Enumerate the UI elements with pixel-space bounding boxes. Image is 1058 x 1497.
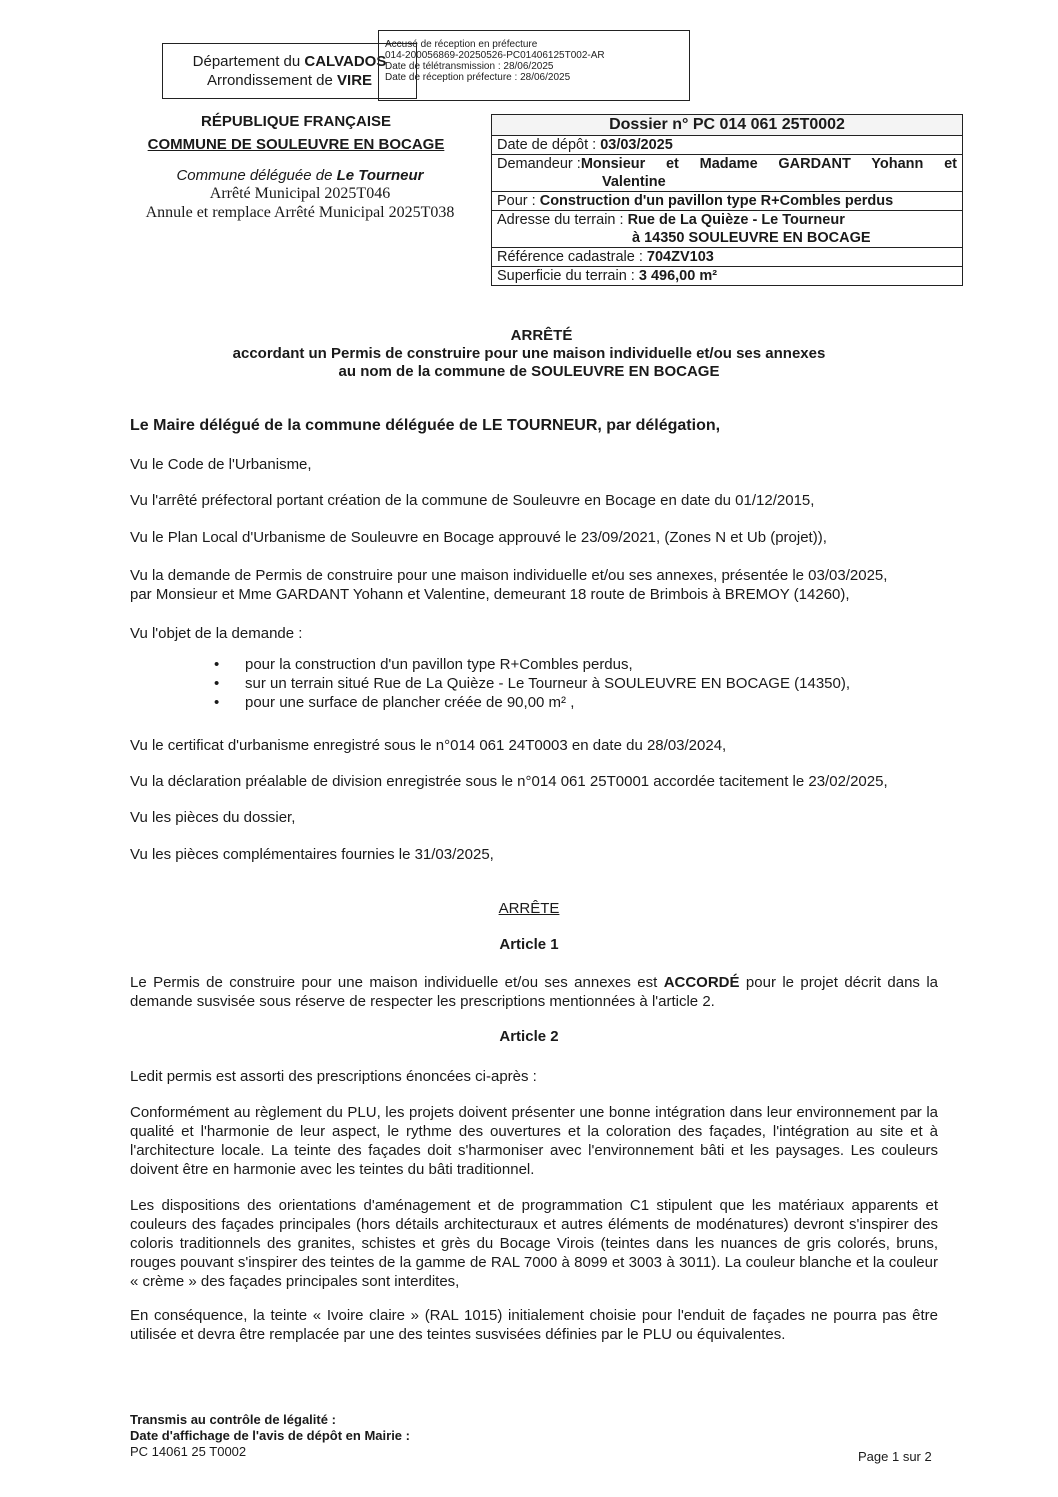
vu-complementaires: Vu les pièces complémentaires fournies le 31/03/2025, [130, 846, 494, 863]
article2-para3: En conséquence, la teinte « Ivoire claire » (RAL 1015) initialement choisie pour l'enduit de façades ne pourra pas être utilisée et devra être remplacée par une des teintes susvisées définies par le PLU ou équivalentes. [130, 1307, 938, 1343]
dossier-adresse: Adresse du terrain : Rue de La Quièze - Le Tourneur à 14350 SOULEUVRE EN BOCAGE [492, 211, 962, 248]
list-item: • sur un terrain situé Rue de La Quièze - Le Tourneur à SOULEUVRE EN BOCAGE (14350), [214, 674, 850, 693]
stamp-line: 014-200056869-20250526-PC01406125T002-AR [385, 50, 605, 61]
title-line: au nom de la commune de SOULEUVRE EN BOCAGE [338, 363, 720, 380]
department-line: Département du CALVADOS [192, 53, 387, 70]
footer-affichage: Date d'affichage de l'avis de dépôt en Mairie : [130, 1428, 410, 1443]
vu-code: Vu le Code de l'Urbanisme, [130, 456, 312, 473]
commune-name: COMMUNE DE SOULEUVRE EN BOCAGE [147, 136, 445, 153]
annule-remplace: Annule et remplace Arrêté Municipal 2025T038 [145, 204, 455, 221]
vu-certificat: Vu le certificat d'urbanisme enregistré sous le n°014 061 24T0003 en date du 28/03/2024, [130, 737, 727, 754]
dossier-superficie: Superficie du terrain : 3 496,00 m² [497, 268, 718, 284]
list-item: • pour une surface de plancher créée de 90,00 m² , [214, 693, 850, 712]
footer [130, 1412, 410, 1460]
arrondissement-line: Arrondissement de VIRE [206, 72, 373, 89]
stamp-line: Date de télétransmission : 28/06/2025 [385, 61, 554, 72]
article1-text: Le Permis de construire pour une maison individuelle et/ou ses annexes est ACCORDÉ pour le projet décrit dans la demande susvisée sous réserve de respecter les prescriptions mentionnées à l'article 2. [130, 974, 939, 1010]
commune-deleguee: Commune déléguée de Le Tourneur [176, 167, 424, 184]
footer-transmis: Transmis au contrôle de légalité : [130, 1412, 336, 1427]
stamp-line: Date de réception préfecture : 28/06/2025 [385, 72, 571, 83]
title-line: accordant un Permis de construire pour une maison individuelle et/ou ses annexes [232, 345, 826, 362]
issuer-header [120, 113, 480, 222]
page-number: Page 1 sur 2 [858, 1449, 932, 1464]
document-title [0, 327, 1058, 381]
article2-para1: Conformément au règlement du PLU, les projets doivent présenter une bonne intégration dans leur environnement par la qualité et l'harmonie de leur aspect, le rythme des ouvertures et la coloration des façades, l'intégration au site et à l'architecture locale. La teinte des façades doit s'harmoniser avec l'environnement bâti et les paysages. Les couleurs doivent être en harmonie avec les teintes du bâti traditionnel. [130, 1104, 938, 1178]
vu-plu: Vu le Plan Local d'Urbanisme de Souleuvre en Bocage approuvé le 23/09/2021, (Zones N et Ub (projet)), [130, 529, 827, 546]
footer-reference: PC 14061 25 T0002 [130, 1444, 247, 1459]
dossier-pour: Pour : Construction d'un pavillon type R+Combles perdus [492, 192, 962, 211]
dossier-box [491, 114, 963, 286]
article1-title: Article 1 [499, 936, 559, 953]
vu-objet: Vu l'objet de la demande : [130, 625, 303, 642]
arrete-heading: ARRÊTE [498, 900, 560, 917]
arrete-municipal-number: Arrêté Municipal 2025T046 [209, 185, 391, 202]
article2-para2: Les dispositions des orientations d'aménagement et de programmation C1 stipulent que les matériaux apparents et couleurs des façades principales (hors détails architecturaux et autres éléments de modénatures) devront s'inspirer des coloris traditionnels des granites, schistes et grès du Bocage Virois (teintes dans les nuances de gris colorés, bruns, rouges pouvant s'inspirer des teintes de la gamme de RAL 7000 à 8099 et 3003 à 3011). La couleur blanche et la couleur « crème » des façades principales sont interdites, [130, 1197, 938, 1290]
dossier-cadastre: Référence cadastrale : 704ZV103 [492, 248, 962, 267]
vu-pieces: Vu les pièces du dossier, [130, 809, 296, 826]
vu-demande: Vu la demande de Permis de construire pour une maison individuelle et/ou ses annexes, présentée le 03/03/2025, par Monsieur et Mme GARDANT Yohann et Valentine, demeurant 18 route de Brimbois à BREMOY (14260), [130, 567, 888, 603]
article2-intro: Ledit permis est assorti des prescriptions énoncées ci-après : [130, 1068, 537, 1085]
dossier-number: Dossier n° PC 014 061 25T0002 [492, 115, 962, 136]
vu-prefectoral: Vu l'arrêté préfectoral portant création de la commune de Souleuvre en Bocage en date du 01/12/2015, [130, 492, 815, 509]
title-heading: ARRÊTÉ [510, 327, 573, 344]
dossier-demandeur: Demandeur : Monsieur et Madame GARDANT Yohann et Valentine [492, 155, 962, 192]
dossier-date-depot: Date de dépôt : 03/03/2025 [492, 136, 962, 155]
list-item: • pour la construction d'un pavillon type R+Combles perdus, [214, 655, 850, 674]
vu-declaration: Vu la déclaration préalable de division enregistrée sous le n°014 061 25T0001 accordée tacitement le 23/02/2025, [130, 773, 888, 790]
maire-line: Le Maire délégué de la commune déléguée de LE TOURNEUR, par délégation, [130, 417, 721, 434]
stamp-line: Accusé de réception en préfecture [385, 39, 538, 50]
article2-title: Article 2 [499, 1028, 559, 1045]
objet-list [214, 655, 850, 712]
republique-francaise: RÉPUBLIQUE FRANÇAISE [200, 113, 391, 130]
prefecture-stamp [378, 30, 690, 101]
